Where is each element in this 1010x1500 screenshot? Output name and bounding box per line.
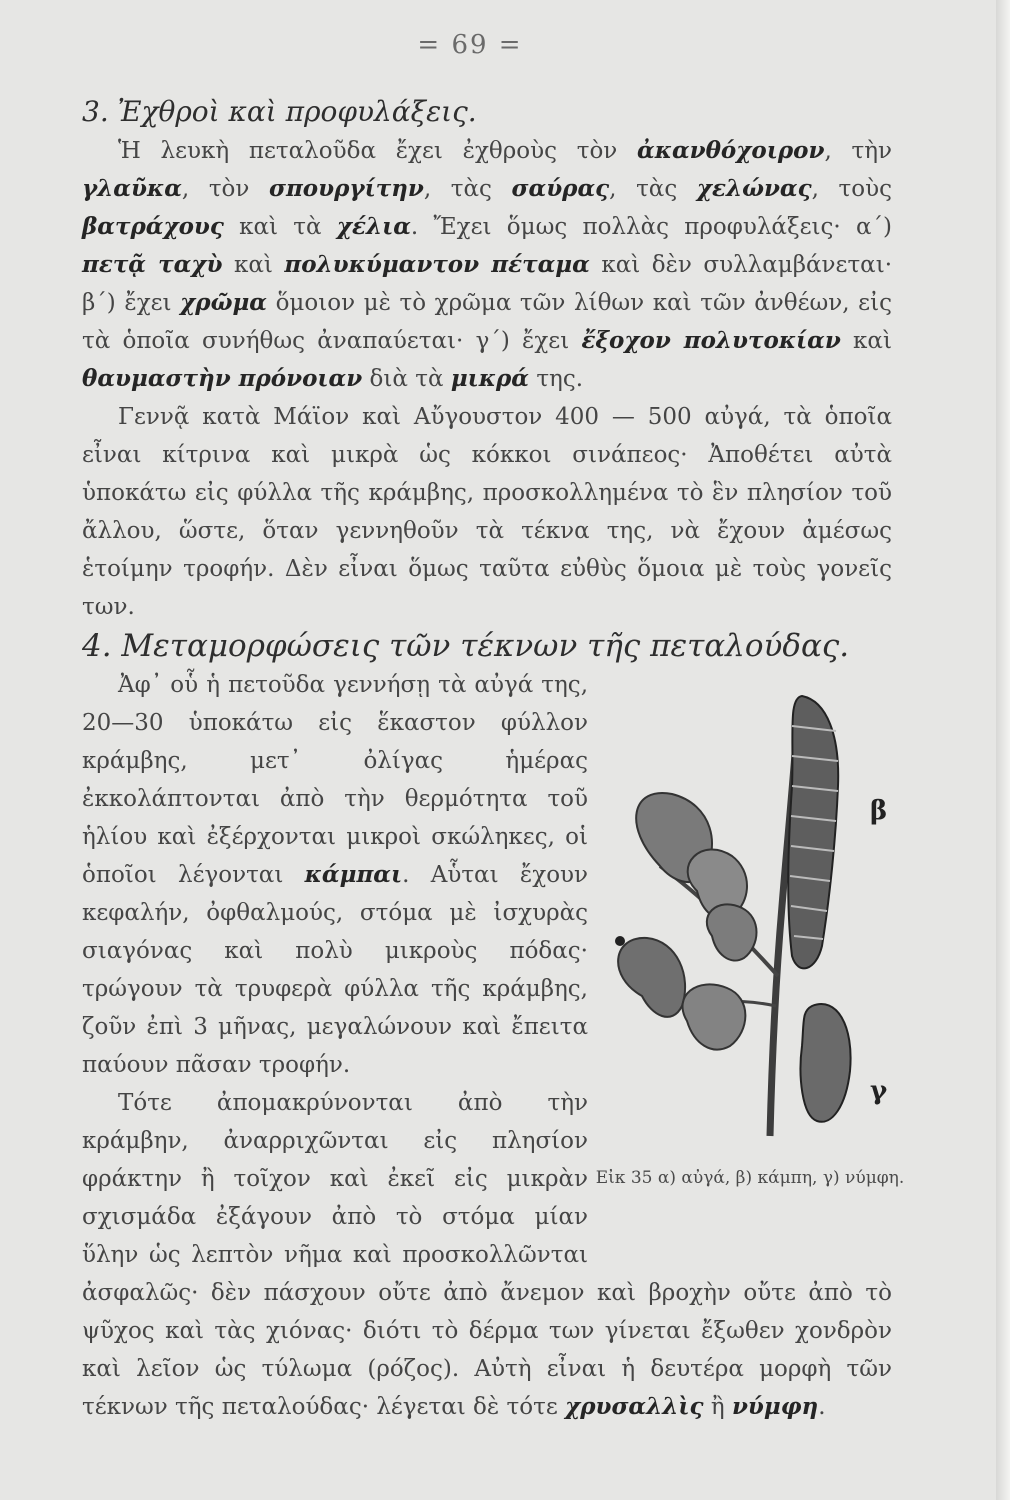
- emphasis-term: χέλια: [336, 213, 411, 240]
- figure-label-b: β: [870, 796, 888, 826]
- emphasis-term: βατράχους: [82, 213, 224, 240]
- section-3-heading: 3. Ἐχθροὶ καὶ προφυλάξεις.: [82, 95, 477, 128]
- emphasis-term: νύμφη: [731, 1393, 819, 1420]
- section-4-paragraph-1: Ἀφ᾿ οὗ ἡ πετοῦδα γεννήσῃ τὰ αὐγά της, 20—30 ὑποκάτω εἰς ἕκαστον φύλλον κράμβης, μετ᾿ ὀλίγας ἡμέρας ἐκκολάπτονται ἀπὸ τὴν θερμότητα τοῦ ἡλίου καὶ ἐξέρχονται μικροὶ σκώληκες, οἱ ὁποῖοι λέγονται κάμπαι. Αὗται ἔχουν κεφαλήν, ὀφθαλμούς, στόμα μὲ ἰσχυρὰς σιαγόνας καὶ πολὺ μικροὺς πόδας· τρώγουν τὰ τρυφερὰ φύλλα τῆς κράμβης, ζοῦν ἐπὶ 3 μῆνας, μεγαλώνουν καὶ ἔπειτα παύουν πᾶσαν τροφήν.: [82, 672, 588, 1078]
- emphasis-term: σπουργίτην: [269, 175, 424, 202]
- figure-caption: Εἰκ 35 α) αὐγά, β) κάμπη, γ) νύμφη.: [595, 1168, 905, 1188]
- emphasis-term: χρῶμα: [180, 289, 267, 316]
- section-4-paragraph-2: Τότε ἀπομακρύνονται ἀπὸ τὴν κράμβην, ἀναρριχῶνται εἰς πλησίον φράκτην ἢ τοῖχον καὶ ἐκεῖ εἰς μικρὰν σχισμάδα ἐξάγουν ἀπὸ τὸ στόμα μίαν ὕλην ὡς λεπτὸν νῆμα καὶ προσκολλῶνται ἀσφαλῶς· δὲν πάσχουν οὔτε ἀπὸ ἄνεμον καὶ βροχὴν οὔτε ἀπὸ τὸ ψῦχος καὶ τὰς χιόνας· διότι τὸ δέρμα των γίνεται ἔξωθεν χονδρὸν καὶ λεῖον ὡς τύλωμα (ρόζος). Αὐτὴ εἶναι ἡ δευτέρα μορφὴ τῶν τέκνων τῆς πεταλούδας· λέγεται δὲ τότε χρυσαλλὶς ἢ νύμφη.: [82, 1090, 892, 1420]
- section-3-paragraph-1: Ἡ λευκὴ πεταλοῦδα ἔχει ἐχθροὺς τὸν ἀκανθόχοιρον, τὴν γλαῦκα, τὸν σπουργίτην, τὰς σαύρας, τὰς χελώνας, τοὺς βατράχους καὶ τὰ χέλια. Ἔχει ὅμως πολλὰς προφυλάξεις· α΄) πετᾷ ταχὺ καὶ πολυκύμαντον πέταμα καὶ δὲν συλλαμβάνεται· β΄) ἔχει χρῶμα ὅμοιον μὲ τὸ χρῶμα τῶν λίθων καὶ τῶν ἀνθέων, εἰς τὰ ὁποῖα συνήθως ἀναπαύεται· γ΄) ἔχει ἔξοχον πολυτοκίαν καὶ θαυμαστὴν πρόνοιαν διὰ τὰ μικρά της.: [82, 137, 893, 392]
- page-number: = 69 =: [417, 30, 523, 60]
- page-body: [82, 92, 905, 1426]
- emphasis-term: γλαῦκα: [82, 175, 182, 202]
- emphasis-term: μικρά: [450, 365, 530, 392]
- section-3-paragraph-2: Γεννᾷ κατὰ Μάϊον καὶ Αὔγουστον 400 — 500 αὐγά, τὰ ὁποῖα εἶναι κίτρινα καὶ μικρὰ ὡς κόκκοι σινάπεος· Ἀποθέτει αὐτὰ ὑποκάτω εἰς φύλλα τῆς κράμβης, προσκολλημένα τὸ ἓν πλησίον τοῦ ἄλλου, ὥστε, ὅταν γεννηθοῦν τὰ τέκνα της, νὰ ἔχουν ἀμέσως ἑτοίμην τροφήν. Δὲν εἶναι ὅμως ταῦτα εὐθὺς ὅμοια μὲ τοὺς γονεῖς των.: [82, 404, 892, 620]
- emphasis-term: πολυκύμαντον πέταμα: [284, 251, 590, 278]
- figure-label-c: γ: [870, 1076, 888, 1106]
- emphasis-term: χελώνας: [696, 175, 812, 202]
- emphasis-term: ἀκανθόχοιρον: [637, 137, 825, 164]
- section-4-heading: 4. Μεταμορφώσεις τῶν τέκνων τῆς πεταλούδας.: [82, 628, 850, 664]
- emphasis-term: κάμπαι: [304, 861, 403, 888]
- emphasis-term: ἔξοχον πολυτοκίαν: [581, 327, 841, 354]
- page-edge: [996, 0, 1010, 1500]
- emphasis-term: θαυμαστὴν πρόνοιαν: [82, 365, 363, 392]
- figure-35: [595, 676, 905, 1266]
- emphasis-term: χρυσαλλὶς: [565, 1393, 704, 1420]
- emphasis-term: πετᾷ ταχὺ: [82, 251, 223, 278]
- caterpillar-illustration: [602, 676, 902, 1156]
- section-4-body: [82, 666, 905, 1426]
- emphasis-term: σαύρας: [511, 175, 610, 202]
